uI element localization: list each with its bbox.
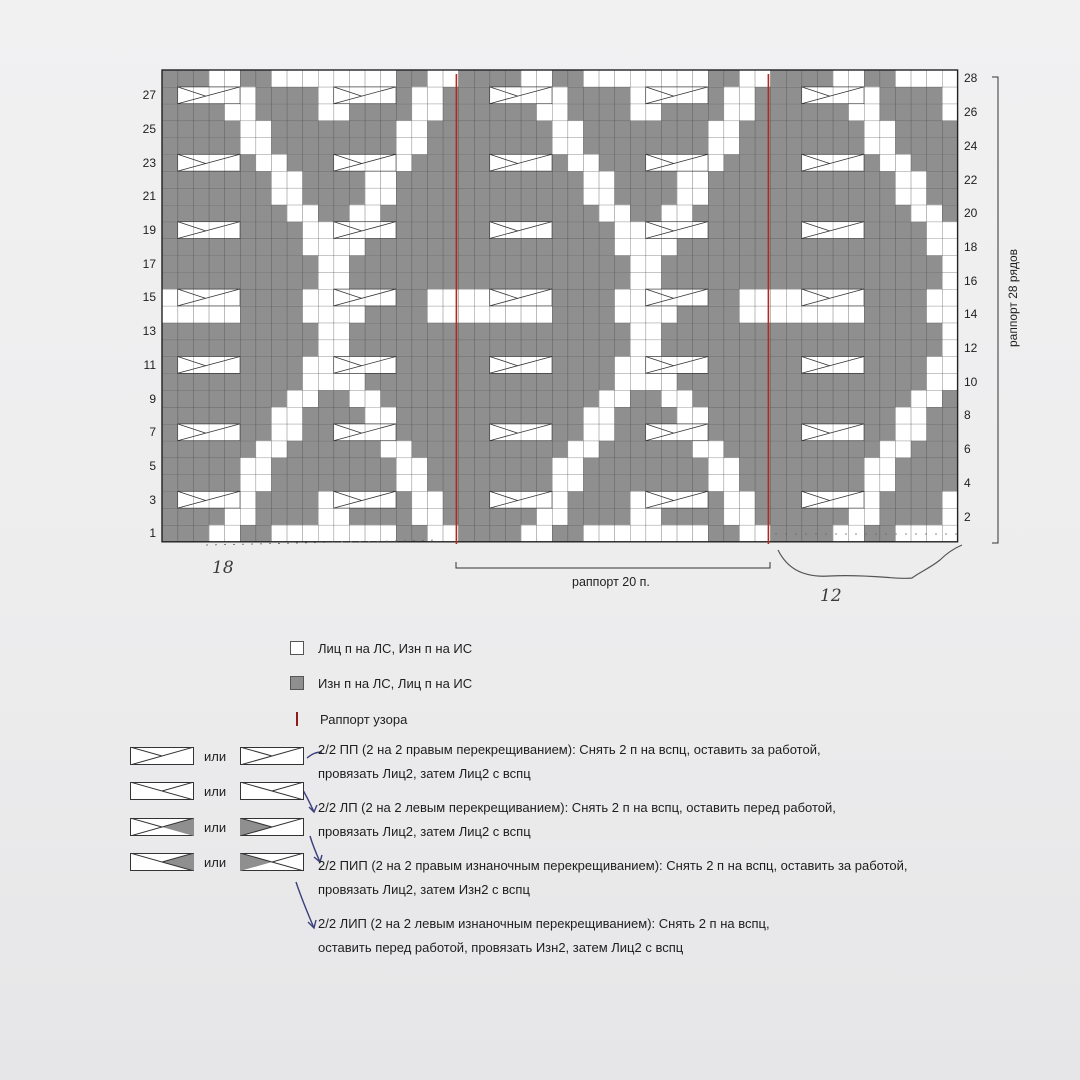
row-number: 25 bbox=[142, 121, 156, 136]
row-number: 14 bbox=[964, 307, 978, 322]
row-number: 16 bbox=[964, 273, 978, 288]
row-number: 13 bbox=[142, 324, 156, 339]
row-number: 3 bbox=[149, 492, 156, 507]
or-label: или bbox=[204, 819, 227, 835]
cable-key-symbol bbox=[130, 747, 194, 765]
cable-key-row-3 bbox=[130, 816, 304, 838]
row-number: 10 bbox=[964, 374, 978, 389]
repeat-line-swatch bbox=[296, 712, 298, 726]
or-label: или bbox=[204, 748, 227, 764]
row-number: 4 bbox=[964, 475, 971, 490]
row-number: 24 bbox=[964, 138, 978, 153]
row-number: 22 bbox=[964, 172, 978, 187]
row-number: 20 bbox=[964, 206, 978, 221]
knit-swatch bbox=[290, 641, 304, 655]
legend-knit bbox=[290, 638, 472, 658]
row-number: 7 bbox=[149, 425, 156, 440]
row-number: 28 bbox=[964, 71, 978, 86]
legend-purl bbox=[290, 673, 472, 693]
legend-knit-label: Лиц п на ЛС, Изн п на ИС bbox=[318, 640, 473, 656]
cable-key-symbol bbox=[240, 747, 304, 765]
cable-desc-3-line1: 2/2 ПИП (2 на 2 правым изнаночным перекрещиванием): Снять 2 п на вспц, оставить за работой, bbox=[318, 858, 908, 873]
purl-swatch bbox=[290, 676, 304, 690]
cable-key-symbol bbox=[240, 853, 304, 871]
or-label: или bbox=[204, 854, 227, 870]
cable-key-symbol bbox=[240, 782, 304, 800]
cable-desc-4-line2: оставить перед работой, провязать Изн2, затем Лиц2 с вспц bbox=[318, 940, 684, 955]
row-repeat-label: раппорт 28 рядов bbox=[1006, 248, 1020, 348]
row-number: 12 bbox=[964, 341, 978, 356]
or-label: или bbox=[204, 783, 227, 799]
stitch-repeat-label: раппорт 20 п. bbox=[572, 575, 650, 589]
row-number: 27 bbox=[142, 88, 156, 103]
row-number: 2 bbox=[964, 509, 971, 524]
pen-arrow-4 bbox=[296, 882, 316, 928]
legend-repeat bbox=[290, 709, 407, 729]
chart-grid bbox=[162, 70, 958, 542]
cable-key-symbol bbox=[130, 853, 194, 871]
row-number: 5 bbox=[149, 458, 156, 473]
cable-desc-3 bbox=[318, 854, 908, 902]
cable-desc-2-line1: 2/2 ЛП (2 на 2 левым перекрещиванием): Снять 2 п на вспц, оставить перед работой, bbox=[318, 800, 836, 815]
cable-desc-2 bbox=[318, 796, 836, 844]
cable-desc-1-line2: провязать Лиц2, затем Лиц2 с вспц bbox=[318, 766, 531, 781]
cable-key-row-2 bbox=[130, 780, 304, 802]
row-number: 23 bbox=[142, 155, 156, 170]
handwritten-stitches-left: 18 bbox=[212, 558, 234, 578]
cable-desc-2-line2: провязать Лиц2, затем Лиц2 с вспц bbox=[318, 824, 531, 839]
handwritten-bracket bbox=[778, 545, 962, 578]
cable-key-symbol bbox=[240, 818, 304, 836]
cable-desc-3-line2: провязать Лиц2, затем Изн2 с вспц bbox=[318, 882, 530, 897]
cable-desc-4-line1: 2/2 ЛИП (2 на 2 левым изнаночным перекрещиванием): Снять 2 п на вспц, bbox=[318, 916, 770, 931]
handwritten-stitches-right: 12 bbox=[820, 586, 842, 606]
row-number: 9 bbox=[149, 391, 156, 406]
row-number: 18 bbox=[964, 239, 978, 254]
cable-key-symbol bbox=[130, 818, 194, 836]
row-number: 6 bbox=[964, 442, 971, 457]
stitch-repeat-bracket bbox=[456, 562, 770, 568]
row-number: 8 bbox=[964, 408, 971, 423]
row-number: 19 bbox=[142, 223, 156, 238]
row-number: 21 bbox=[142, 189, 156, 204]
cable-desc-1-line1: 2/2 ПП (2 на 2 правым перекрещиванием): Снять 2 п на вспц, оставить за работой, bbox=[318, 742, 821, 757]
row-number: 17 bbox=[142, 256, 156, 271]
legend-repeat-label: Раппорт узора bbox=[320, 711, 408, 727]
legend-purl-label: Изн п на ЛС, Лиц п на ИС bbox=[318, 675, 473, 691]
row-number: 1 bbox=[149, 526, 156, 541]
cable-key-row-4 bbox=[130, 851, 304, 873]
row-number: 11 bbox=[143, 357, 156, 372]
cable-key-symbol bbox=[130, 782, 194, 800]
cable-desc-1 bbox=[318, 738, 821, 786]
cable-desc-4 bbox=[318, 912, 770, 960]
cable-key-row-1 bbox=[130, 745, 304, 767]
row-number: 15 bbox=[142, 290, 156, 305]
row-number: 26 bbox=[964, 105, 978, 120]
